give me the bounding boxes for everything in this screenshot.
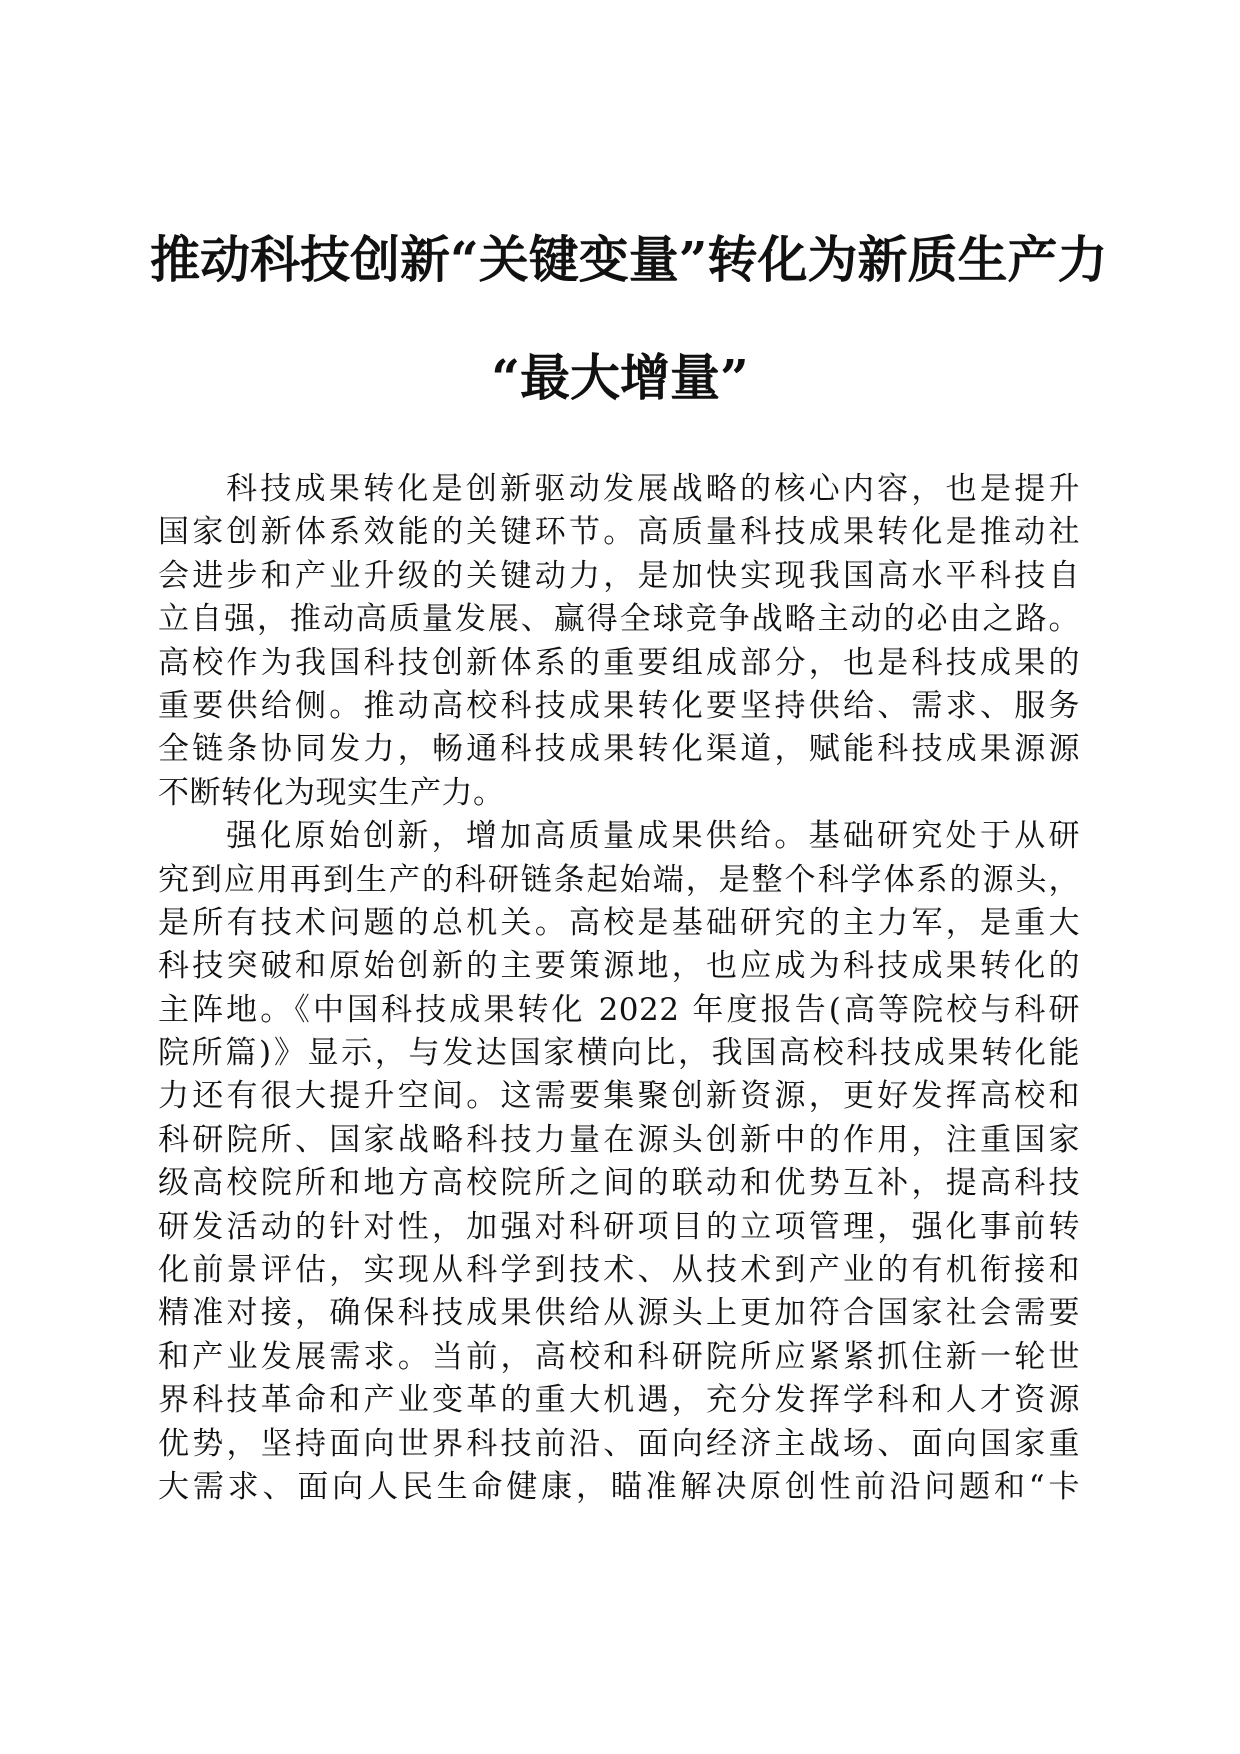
text-line: 科研院所、国家战略科技力量在源头创新中的作用，注重国家 [158, 1121, 1080, 1158]
text-line: 强化原始创新，增加高质量成果供给。基础研究处于从研 [226, 818, 1080, 855]
text-line: 重要供给侧。推动高校科技成果转化要坚持供给、需求、服务 [158, 687, 1080, 724]
text-line: 研发活动的针对性，加强对科研项目的立项管理，强化事前转 [158, 1208, 1080, 1245]
text-line: 主阵地。《中国科技成果转化 2022 年度报告(高等院校与科研 [158, 991, 1080, 1028]
text-line: 化前景评估，实现从科学到技术、从技术到产业的有机衔接和 [158, 1252, 1080, 1289]
text-line: 精准对接，确保科技成果供给从源头上更加符合国家社会需要 [158, 1295, 1080, 1332]
text-line: 院所篇)》显示，与发达国家横向比，我国高校科技成果转化能 [158, 1035, 1080, 1072]
text-line: 会进步和产业升级的关键动力，是加快实现我国高水平科技自 [158, 557, 1080, 594]
text-line: 大需求、面向人民生命健康，瞄准解决原创性前沿问题和“卡 [158, 1468, 1080, 1505]
text-line: 和产业发展需求。当前，高校和科研院所应紧紧抓住新一轮世 [158, 1338, 1080, 1375]
text-line: 高校作为我国科技创新体系的重要组成部分，也是科技成果的 [158, 644, 1080, 681]
document-title-line-1: 推动科技创新“关键变量”转化为新质生产力 [150, 230, 1108, 289]
paragraph-2 [158, 815, 1080, 1509]
text-line: 优势，坚持面向世界科技前沿、面向经济主战场、面向国家重 [158, 1425, 1080, 1462]
text-line: 科技成果转化是创新驱动发展战略的核心内容，也是提升 [226, 471, 1080, 507]
text-line: 是所有技术问题的总机关。高校是基础研究的主力军，是重大 [158, 904, 1080, 941]
text-line: 全链条协同发力，畅通科技成果转化渠道，赋能科技成果源源 [158, 731, 1080, 768]
text-line: 不断转化为现实生产力。 [158, 774, 505, 811]
text-line: 国家创新体系效能的关键环节。高质量科技成果转化是推动社 [158, 514, 1080, 551]
text-line: 级高校院所和地方高校院所之间的联动和优势互补，提高科技 [158, 1165, 1080, 1202]
text-line: 力还有很大提升空间。这需要集聚创新资源，更好发挥高校和 [158, 1078, 1080, 1115]
paragraph-1 [158, 468, 1080, 815]
document-body [158, 468, 1080, 1509]
text-line: 究到应用再到生产的科研链条起始端，是整个科学体系的源头， [158, 861, 1080, 898]
text-line: 科技突破和原始创新的主要策源地，也应成为科技成果转化的 [158, 948, 1080, 985]
document-title-line-2: “最大增量” [491, 348, 749, 407]
text-line: 立自强，推动高质量发展、赢得全球竞争战略主动的必由之路。 [158, 601, 1080, 638]
text-line: 界科技革命和产业变革的重大机遇，充分发挥学科和人才资源 [158, 1382, 1080, 1419]
